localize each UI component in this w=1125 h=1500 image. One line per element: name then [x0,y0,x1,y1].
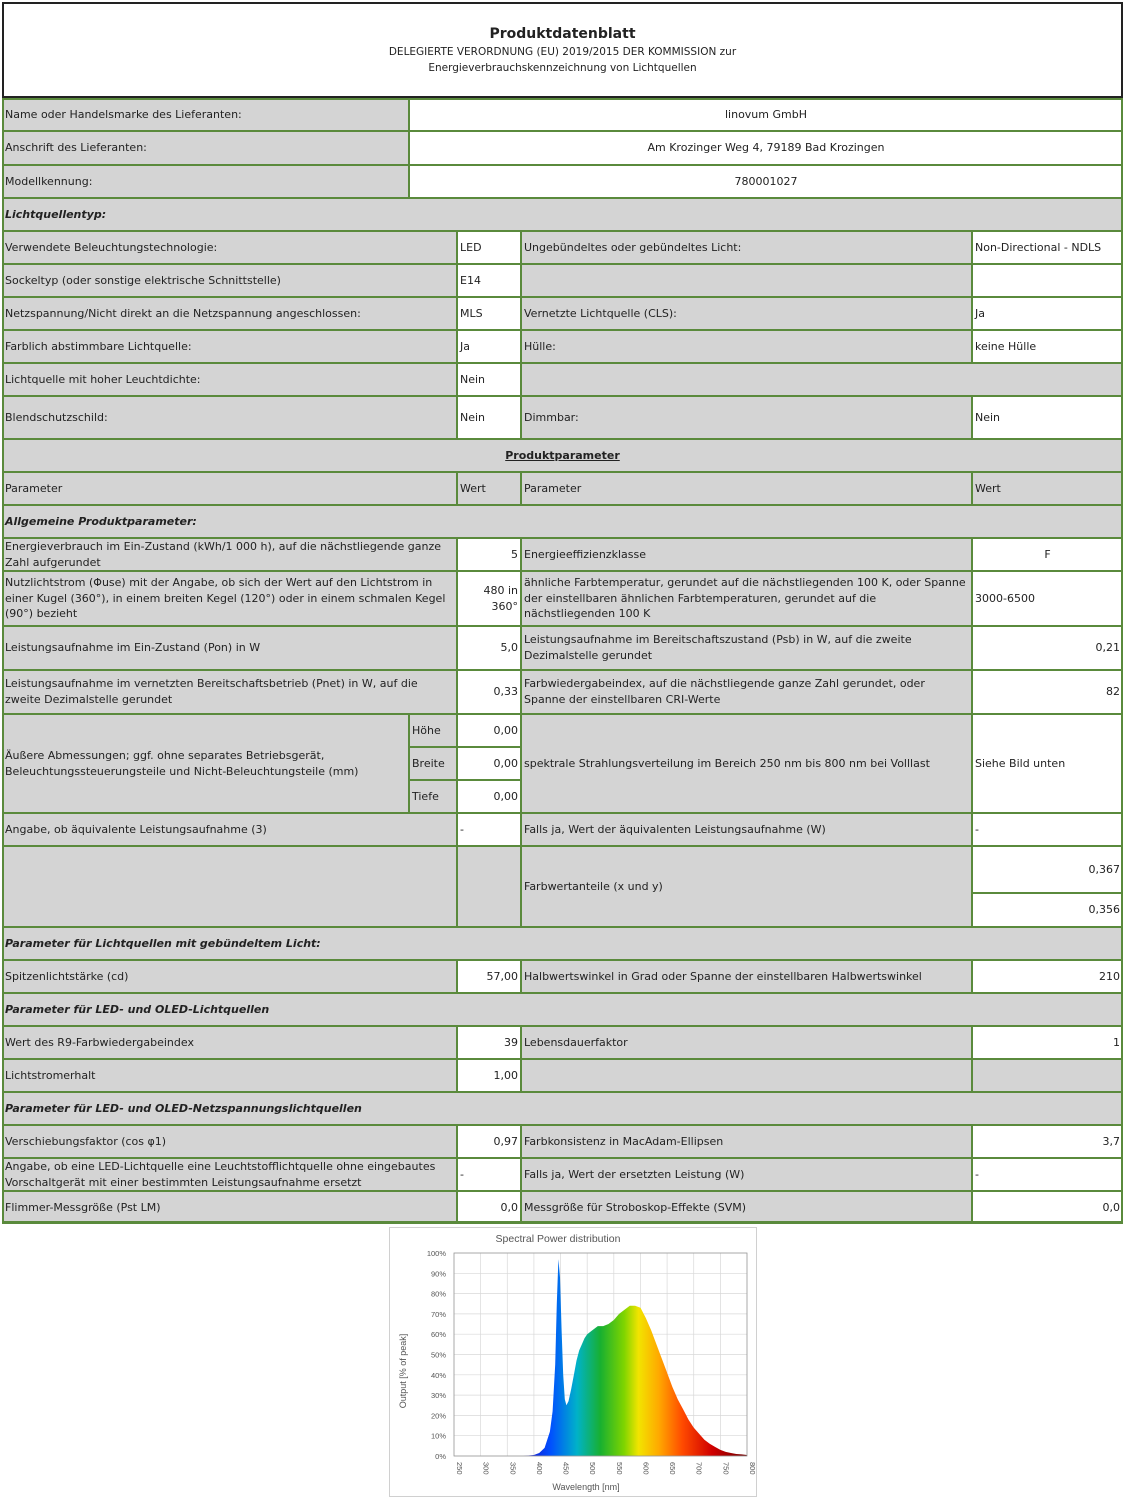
spectrum-area [523,1259,747,1456]
model-id-label-text: Modellkennung: [5,174,93,188]
y-tick-label: 60% [430,1330,446,1340]
y-tick-label: 10% [430,1431,446,1441]
pon-value [457,626,521,670]
glare-shield-value [457,396,521,439]
r9-label-text: Wert des R9-Farbwiedergabeindex [5,1035,194,1049]
col-header-parameter-2 [521,472,972,505]
col-header-value-text: Wert [460,481,486,495]
depth-value-text: 0,00 [493,789,518,803]
chromaticity-label [521,846,972,927]
y-tick-label: 50% [430,1350,446,1360]
useful-flux-value-text: 480 in 360° [483,583,518,613]
replacement-w-value [972,1158,1123,1191]
directional-value [972,231,1123,264]
light-source-type-heading-text: Lichtquellentyp: [5,207,107,221]
energy-class-value-text: F [1044,547,1051,561]
useful-flux-label-text: Nutzlichtstrom (Φuse) mit der Angabe, ob sich der Wert auf den Lichtstrom in einer Kugel (360°), in einem breiten Kegel (120°) oder in einem schmalen Kegel (90°) bezieht [5,575,446,621]
x-tick-label: 800 [748,1462,757,1475]
model-id-value-text: 780001027 [734,174,798,188]
directional-label-text: Ungebündeltes oder gebündeltes Licht: [524,240,742,254]
light-source-type-heading [2,198,1123,231]
supplier-name-label [2,98,409,131]
x-tick-label: 350 [508,1462,518,1475]
high-luminance-blank [521,363,1123,396]
envelope-label [521,330,972,363]
equivalent-power-value-text: - [460,822,464,836]
socket-blank-white [972,264,1123,297]
tunable-label-text: Farblich abstimmbare Lichtquelle: [5,339,192,353]
r9-label [2,1026,457,1059]
cct-label [521,571,972,626]
directional-params-heading [2,927,1123,960]
supplier-name-label-text: Name oder Handelsmarke des Lieferanten: [5,107,242,121]
dimmable-label-text: Dimmbar: [524,410,579,424]
flicker-label [2,1191,457,1224]
lumen-maintenance-blank [521,1059,972,1092]
general-params-heading-text: Allgemeine Produktparameter: [5,514,197,528]
useful-flux-value [457,571,521,626]
directional-params-heading-text: Parameter für Lichtquellen mit gebündeltem Licht: [5,936,321,950]
psb-label [521,626,972,670]
spd-label-text: spektrale Strahlungsverteilung im Bereich 250 nm bis 800 nm bei Volllast [524,756,930,770]
lighting-tech-value-text: LED [460,240,482,254]
flicker-value-text: 0,0 [500,1200,518,1214]
lighting-tech-label-text: Verwendete Beleuchtungstechnologie: [5,240,218,254]
socket-type-label-text: Sockeltyp (oder sonstige elektrische Schnittstelle) [5,273,281,287]
dimmable-value [972,396,1123,439]
energy-class-label [521,538,972,571]
socket-blank-grey [521,264,972,297]
pon-label [2,626,457,670]
envelope-label-text: Hülle: [524,339,556,353]
pon-value-text: 5,0 [500,641,518,655]
chromaticity-y-value [972,893,1123,927]
cls-value [972,297,1123,330]
product-parameters-heading-text: Produktparameter [505,448,620,462]
model-id-label [2,165,409,198]
replacement-label [2,1158,457,1191]
mains-label [2,297,457,330]
lumen-maintenance-value-text: 1,00 [493,1068,518,1082]
x-tick-labels [455,1462,757,1475]
energy-consumption-value-text: 5 [511,547,518,561]
width-label [409,747,457,780]
width-value [457,747,521,780]
chromaticity-blank-value [457,846,521,927]
displacement-factor-value [457,1125,521,1158]
peak-intensity-value-text: 57,00 [486,969,518,983]
beam-angle-value [972,960,1123,993]
x-tick-label: 300 [481,1462,491,1475]
x-tick-label: 250 [455,1462,464,1475]
mains-led-params-heading [2,1092,1123,1125]
y-tick-label: 70% [430,1309,446,1319]
depth-label [409,780,457,813]
equivalent-power-label [2,813,457,846]
survival-factor-label-text: Lebensdauerfaktor [524,1035,628,1049]
mains-value [457,297,521,330]
replacement-w-label [521,1158,972,1191]
macadam-label [521,1125,972,1158]
lighting-tech-label [2,231,457,264]
y-tick-label: 40% [430,1370,446,1380]
chromaticity-label-text: Farbwertanteile (x und y) [524,879,663,893]
pnet-value [457,670,521,714]
x-tick-label: 400 [534,1462,544,1475]
r9-value [457,1026,521,1059]
lumen-maintenance-blank-2 [972,1059,1123,1092]
model-id-value [409,165,1123,198]
cct-label-text: ähnliche Farbtemperatur, gerundet auf die nächstliegenden 100 K, oder Spanne der einstellbaren ähnlichen Farbtemperaturen, gerundet auf die nächstliegenden 100 K [524,575,966,621]
replacement-label-text: Angabe, ob eine LED-Lichtquelle eine Leuchtstofflichtquelle ohne eingebautes Vorschaltgerät mit einer bestimmten Leistungsaufnahme ersetzt [5,1159,436,1189]
cct-value [972,571,1123,626]
document-title: Produktdatenblatt [489,26,636,42]
high-luminance-value [457,363,521,396]
directional-label [521,231,972,264]
equivalent-power-w-value [972,813,1123,846]
supplier-address-label [2,131,409,165]
envelope-value-text: keine Hülle [975,339,1037,353]
socket-type-label [2,264,457,297]
peak-intensity-label-text: Spitzenlichtstärke (cd) [5,969,129,983]
svm-value [972,1191,1123,1224]
displacement-factor-value-text: 0,97 [493,1134,518,1148]
chromaticity-x-value-text: 0,367 [1088,862,1120,876]
chromaticity-y-value-text: 0,356 [1088,903,1120,917]
beam-angle-label [521,960,972,993]
mains-value-text: MLS [460,306,483,320]
psb-value [972,626,1123,670]
pnet-label [2,670,457,714]
col-header-value-2-text: Wert [975,481,1001,495]
envelope-value [972,330,1123,363]
supplier-name-value [409,98,1123,131]
tunable-value [457,330,521,363]
chromaticity-x-value [972,846,1123,893]
svm-value-text: 0,0 [1102,1200,1120,1214]
col-header-value-2 [972,472,1123,505]
energy-class-value [972,538,1123,571]
led-params-heading-text: Parameter für LED- und OLED-Lichtquellen [5,1002,270,1016]
equivalent-power-w-label-text: Falls ja, Wert der äquivalenten Leistungsaufnahme (W) [524,822,826,836]
cri-label [521,670,972,714]
beam-angle-value-text: 210 [1099,969,1120,983]
col-header-parameter [2,472,457,505]
x-tick-label: 700 [694,1462,704,1475]
high-luminance-label [2,363,457,396]
replacement-w-label-text: Falls ja, Wert der ersetzten Leistung (W) [524,1167,745,1181]
spd-value-text: Siehe Bild unten [975,756,1066,770]
glare-shield-label-text: Blendschutzschild: [5,410,108,424]
peak-intensity-value [457,960,521,993]
tunable-label [2,330,457,363]
lighting-tech-value [457,231,521,264]
cri-value [972,670,1123,714]
y-tick-label: 30% [430,1391,446,1401]
replacement-value [457,1158,521,1191]
spd-label [521,714,972,813]
cri-value-text: 82 [1106,685,1120,699]
dimensions-label [2,714,409,813]
cri-label-text: Farbwiedergabeindex, auf die nächstliegende ganze Zahl gerundet, oder Spanne der einstellbaren CRI-Werte [524,677,925,706]
peak-intensity-label [2,960,457,993]
equivalent-power-w-value-text: - [975,822,979,836]
energy-class-label-text: Energieeffizienzklasse [524,547,646,561]
depth-value [457,780,521,813]
spectral-chart-svg [390,1228,758,1498]
x-tick-label: 500 [588,1462,598,1475]
x-tick-label: 750 [721,1462,731,1475]
height-value [457,714,521,747]
equivalent-power-label-text: Angabe, ob äquivalente Leistungsaufnahme (3) [5,822,267,836]
y-tick-label: 100% [426,1249,446,1258]
equivalent-power-w-label [521,813,972,846]
flicker-label-text: Flimmer-Messgröße (Pst LM) [5,1200,161,1214]
width-value-text: 0,00 [493,756,518,770]
height-value-text: 0,00 [493,723,518,737]
cls-label-text: Vernetzte Lichtquelle (CLS): [524,306,677,320]
regulation-subline: Energieverbrauchskennzeichnung von Lichtquellen [428,62,697,74]
pnet-value-text: 0,33 [493,685,518,699]
col-header-value [457,472,521,505]
glare-shield-value-text: Nein [460,410,486,424]
height-label-text: Höhe [412,723,441,737]
supplier-name-value-text: linovum GmbH [724,107,807,121]
displacement-factor-label-text: Verschiebungsfaktor (cos φ1) [5,1134,167,1148]
spd-value [972,714,1123,813]
general-params-heading [2,505,1123,538]
replacement-value-text: - [460,1167,464,1181]
survival-factor-value [972,1026,1123,1059]
x-tick-label: 550 [614,1462,624,1475]
tunable-value-text: Ja [460,339,470,353]
document-header [2,2,1123,98]
x-axis-label: Wavelength [nm] [552,1482,620,1492]
product-parameters-heading [2,439,1123,472]
survival-factor-label [521,1026,972,1059]
cls-label [521,297,972,330]
r9-value-text: 39 [504,1035,518,1049]
cct-value-text: 3000-6500 [975,591,1035,605]
width-label-text: Breite [412,756,445,770]
supplier-address-label-text: Anschrift des Lieferanten: [5,141,147,155]
pnet-label-text: Leistungsaufnahme im vernetzten Bereitschaftsbetrieb (Pnet) in W, auf die zweite Dezimalstelle gerundet [5,677,418,706]
directional-value-text: Non-Directional - NDLS [975,240,1102,254]
dimensions-label-text: Äußere Abmessungen; ggf. ohne separates Betriebsgerät, Beleuchtungssteuerungsteile und Nicht-Beleuchtungsteile (mm) [5,748,359,778]
high-luminance-label-text: Lichtquelle mit hoher Leuchtdichte: [5,372,201,386]
dimmable-value-text: Nein [975,410,1001,424]
y-tick-label: 0% [435,1452,446,1461]
lumen-maintenance-value [457,1059,521,1092]
x-tick-label: 600 [641,1462,651,1475]
col-header-parameter-text: Parameter [5,481,63,495]
y-tick-label: 90% [430,1269,446,1279]
y-tick-label: 80% [430,1289,446,1299]
svm-label-text: Messgröße für Stroboskop-Effekte (SVM) [524,1200,747,1214]
useful-flux-label [2,571,457,626]
socket-type-value [457,264,521,297]
led-params-heading [2,993,1123,1026]
height-label [409,714,457,747]
energy-consumption-label-text: Energieverbrauch im Ein-Zustand (kWh/1 000 h), auf die nächstliegende ganze Zahl aufgerundet [5,539,442,569]
lumen-maintenance-label-text: Lichtstromerhalt [5,1068,96,1082]
macadam-value-text: 3,7 [1102,1134,1120,1148]
dimmable-label [521,396,972,439]
energy-consumption-label [2,538,457,571]
energy-consumption-value [457,538,521,571]
high-luminance-value-text: Nein [460,372,486,386]
pon-label-text: Leistungsaufnahme im Ein-Zustand (Pon) in W [5,641,261,655]
spectral-chart [389,1227,757,1497]
chromaticity-blank-left [2,846,457,927]
replacement-w-value-text: - [975,1167,979,1181]
mains-led-params-heading-text: Parameter für LED- und OLED-Netzspannungslichtquellen [5,1101,362,1115]
flicker-value [457,1191,521,1224]
survival-factor-value-text: 1 [1113,1035,1120,1049]
col-header-parameter-2-text: Parameter [524,481,582,495]
lumen-maintenance-label [2,1059,457,1092]
socket-type-value-text: E14 [460,273,481,287]
supplier-address-value-text: Am Krozinger Weg 4, 79189 Bad Krozingen [647,141,885,155]
y-tick-label: 20% [430,1411,446,1421]
y-tick-labels [427,1249,447,1461]
macadam-label-text: Farbkonsistenz in MacAdam-Ellipsen [524,1134,724,1148]
depth-label-text: Tiefe [412,789,439,803]
beam-angle-label-text: Halbwertswinkel in Grad oder Spanne der einstellbaren Halbwertswinkel [524,969,922,983]
x-tick-label: 650 [668,1462,678,1475]
mains-label-text: Netzspannung/Nicht direkt an die Netzspannung angeschlossen: [5,306,361,320]
supplier-address-value [409,131,1123,165]
svm-label [521,1191,972,1224]
cls-value-text: Ja [975,306,985,320]
macadam-value [972,1125,1123,1158]
y-axis-label: Output [% of peak] [398,1333,408,1409]
x-tick-label: 450 [561,1462,571,1475]
displacement-factor-label [2,1125,457,1158]
psb-value-text: 0,21 [1095,641,1120,655]
equivalent-power-value [457,813,521,846]
psb-label-text: Leistungsaufnahme im Bereitschaftszustand (Psb) in W, auf die zweite Dezimalstelle gerundet [524,633,912,662]
regulation-line: DELEGIERTE VERORDNUNG (EU) 2019/2015 DER KOMMISSION zur [388,46,737,58]
glare-shield-label [2,396,457,439]
chart-title: Spectral Power distribution [495,1233,621,1245]
